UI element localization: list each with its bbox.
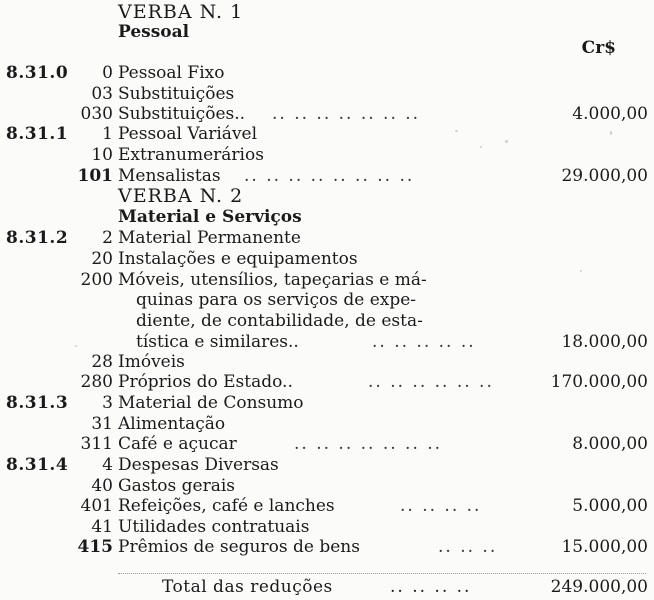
budget-line [0,84,654,105]
line-amount: 170.000,00 [550,372,648,392]
dot-leaders: .. .. .. .. .. .. .. .. [244,166,415,186]
line-number: 2 [102,228,113,248]
verba-2-subheading: Material e Serviços [118,207,302,227]
line-description: Substituições [118,84,235,104]
budget-line [0,414,654,435]
total-row [0,576,654,598]
dot-leaders: .. .. .. .. .. .. .. [294,434,443,454]
scan-speck [580,270,582,272]
scan-speck [480,146,482,148]
line-number: 28 [91,352,113,372]
line-number: 280 [80,372,113,392]
budget-line [0,496,654,517]
line-rubric-code: 8.31.3 [6,393,69,413]
line-description: Material de Consumo [118,393,304,413]
line-amount: 29.000,00 [561,166,648,186]
line-description: Móveis, utensílios, tapeçarias e má- [118,270,427,290]
line-number: 415 [77,537,113,557]
line-amount: 15.000,00 [561,537,648,557]
line-number: 101 [77,166,113,186]
budget-line [0,124,654,145]
line-description: Despesas Diversas [118,455,279,475]
budget-line [0,517,654,538]
scan-speck [455,130,458,132]
line-amount: 4.000,00 [572,104,648,124]
budget-line-continuation [0,311,654,332]
budget-line [0,166,654,187]
dot-leaders: .. .. .. [438,537,498,557]
line-amount: 8.000,00 [572,434,648,454]
line-number: 3 [102,393,113,413]
line-description: Próprios do Estado.. [118,372,293,392]
currency-label: Cr$ [581,38,616,58]
budget-line [0,270,654,291]
line-amount: 5.000,00 [572,496,648,516]
budget-line [0,372,654,393]
budget-line-continuation [0,332,654,353]
line-number: 4 [102,455,113,475]
line-description: Gastos gerais [118,476,235,496]
line-description: Pessoal Fixo [118,63,225,83]
total-label: Total das reduções [162,577,333,597]
total-separator [118,573,646,574]
line-number: 030 [80,104,113,124]
budget-line [0,393,654,414]
line-description: Instalações e equipamentos [118,249,358,269]
budget-line-continuation [0,290,654,311]
line-number: 10 [91,145,113,165]
dot-leaders: .. .. .. .. .. .. .. [272,104,421,124]
line-rubric-code: 8.31.4 [6,455,69,475]
line-number: 200 [80,270,113,290]
budget-line [0,63,654,84]
verba-1-heading: VERBA N. 1 [118,1,244,23]
line-number: 311 [80,434,113,454]
line-description: Extranumerários [118,145,264,165]
line-description: Substituições.. [118,104,246,124]
scan-speck [610,131,612,135]
scan-speck [505,140,508,143]
verba-1-subheading: Pessoal [118,22,190,42]
line-number: 40 [91,476,113,496]
dot-leaders: .. .. .. .. [400,496,482,516]
line-description: diente, de contabilidade, de esta- [136,311,423,331]
line-description: Pessoal Variável [118,124,258,144]
total-amount: 249.000,00 [550,577,648,597]
line-description: Alimentação [118,414,226,434]
line-description: Imóveis [118,352,185,372]
scan-speck [75,345,77,347]
line-number: 31 [91,414,113,434]
budget-line [0,145,654,166]
line-description: Café e açucar [118,434,237,454]
line-description: Refeições, café e lanches [118,496,335,516]
line-number: 1 [102,124,113,144]
line-number: 41 [91,517,113,537]
line-rubric-code: 8.31.0 [6,63,69,83]
line-number: 401 [80,496,113,516]
dot-leaders: .. .. .. .. .. .. [368,372,494,392]
budget-line [0,104,654,125]
budget-line [0,455,654,476]
line-description: Material Permanente [118,228,301,248]
line-amount: 18.000,00 [561,332,648,352]
budget-line [0,228,654,249]
budget-line [0,537,654,558]
line-number: 03 [91,84,113,104]
budget-line [0,434,654,455]
line-number: 0 [102,63,113,83]
line-description: tística e similares.. [136,332,299,352]
dot-leaders: .. .. .. .. .. [372,332,476,352]
line-description: Prêmios de seguros de bens [118,537,360,557]
budget-line [0,352,654,373]
dot-leaders: .. .. .. .. [390,577,472,597]
verba-2-heading: VERBA N. 2 [118,185,244,207]
line-description: Mensalistas [118,166,221,186]
line-rubric-code: 8.31.2 [6,228,69,248]
budget-line [0,249,654,270]
line-rubric-code: 8.31.1 [6,124,69,144]
budget-line [0,476,654,497]
line-number: 20 [91,249,113,269]
line-description: Utilidades contratuais [118,517,310,537]
line-description: quinas para os serviços de expe- [136,290,417,310]
